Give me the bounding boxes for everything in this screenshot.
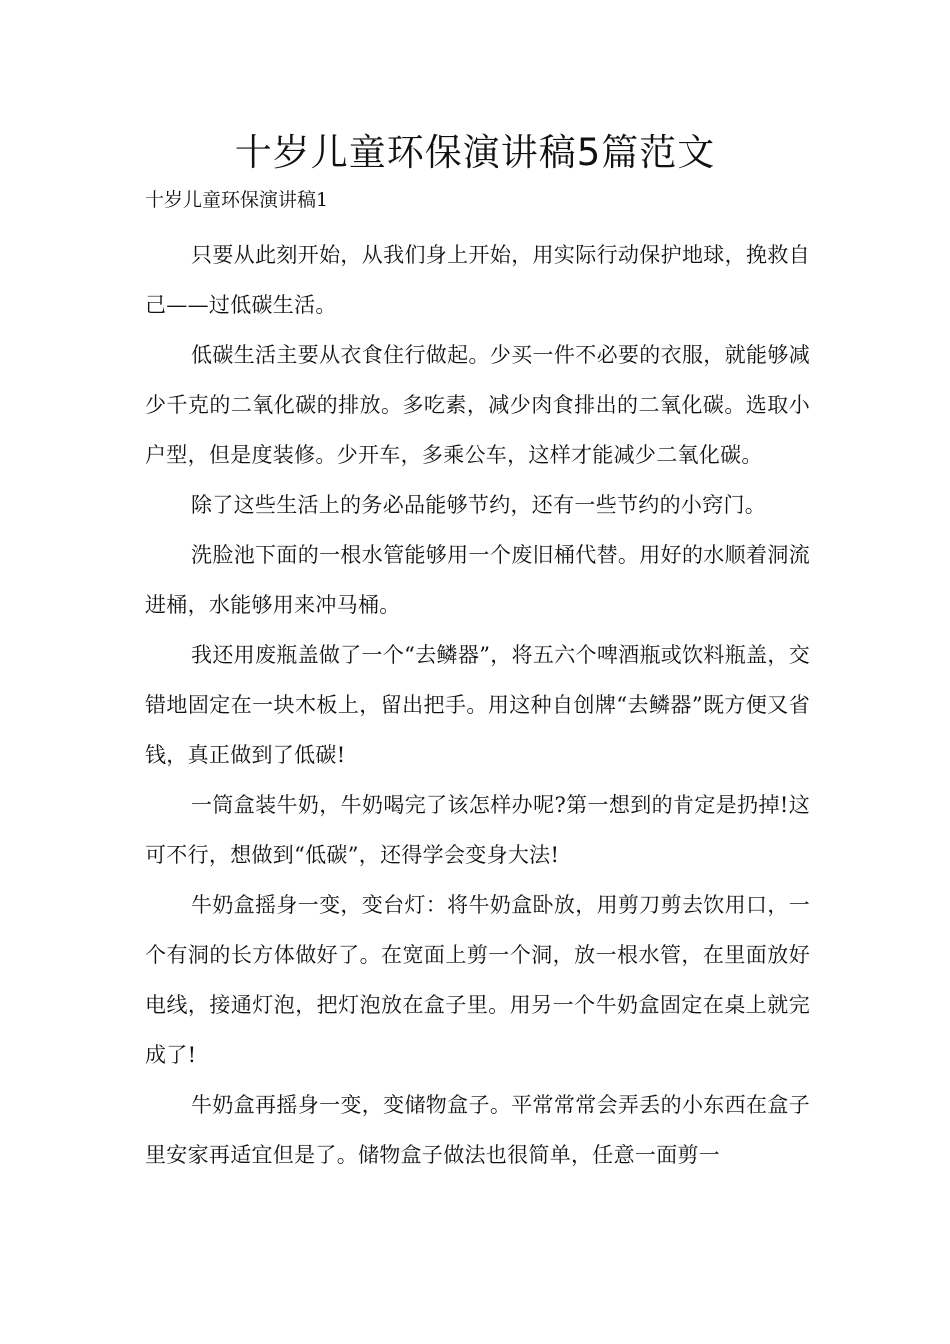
paragraph: 只要从此刻开始，从我们身上开始，用实际行动保护地球，挽救自己——过低碳生活。 — [145, 243, 810, 317]
paragraph: 我还用废瓶盖做了一个“去鳞器”，将五六个啤酒瓶或饮料瓶盖，交错地固定在一块木板上，留出把手。用这种自创牌“去鳞器”既方便又省钱，真正做到了低碳! — [145, 643, 810, 767]
paragraph: 牛奶盒摇身一变，变台灯：将牛奶盒卧放，用剪刀剪去饮用口，一个有洞的长方体做好了。在宽面上剪一个洞，放一根水管，在里面放好电线，接通灯泡，把灯泡放在盒子里。用另一个牛奶盒固定在桌上就完成了! — [145, 893, 810, 1067]
paragraph: 洗脸池下面的一根水管能够用一个废旧桶代替。用好的水顺着洞流进桶，水能够用来冲马桶。 — [145, 543, 810, 617]
paragraph: 低碳生活主要从衣食住行做起。少买一件不必要的衣服，就能够减少千克的二氧化碳的排放。多吃素，减少肉食排出的二氧化碳。选取小户型，但是度装修。少开车，多乘公车，这样才能减少二氧化碳。 — [145, 343, 810, 467]
section-heading: 十岁儿童环保演讲稿1 — [145, 189, 329, 211]
paragraph: 除了这些生活上的务必品能够节约，还有一些节约的小窍门。 — [191, 493, 767, 517]
document-title: 十岁儿童环保演讲稿5篇范文 — [234, 131, 716, 174]
paragraph: 牛奶盒再摇身一变，变储物盒子。平常常常会弄丢的小东西在盒子里安家再适宜但是了。储物盒子做法也很简单，任意一面剪一 — [145, 1093, 810, 1167]
document-body — [145, 230, 810, 1180]
paragraph: 一筒盒装牛奶，牛奶喝完了该怎样办呢?第一想到的肯定是扔掉!这可不行，想做到“低碳”，还得学会变身大法! — [145, 793, 810, 867]
